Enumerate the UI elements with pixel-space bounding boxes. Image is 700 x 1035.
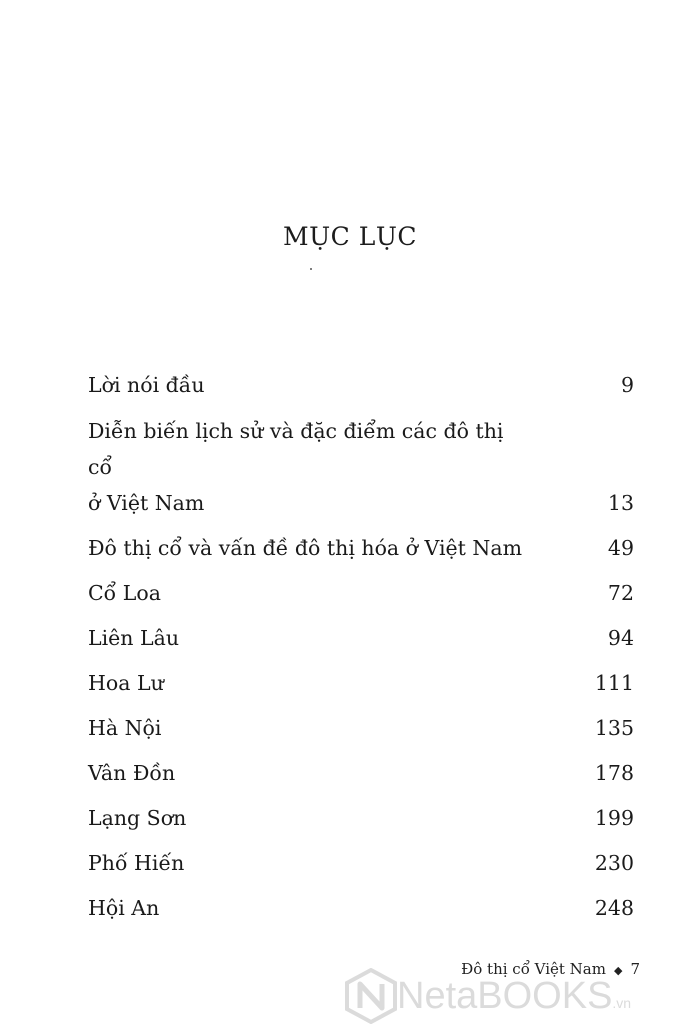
toc-entry-label: Cổ Loa — [88, 581, 161, 605]
toc-entry-label: Lời nói đầu — [88, 373, 205, 397]
toc-entry-page: 49 — [607, 536, 634, 560]
toc-entry-page: 111 — [594, 671, 634, 695]
toc-entry-page: 230 — [594, 851, 634, 875]
toc-entry[interactable] — [88, 367, 634, 403]
page-title: MỤC LỤC — [282, 222, 418, 251]
toc-entry[interactable] — [88, 710, 634, 746]
toc-entry[interactable] — [88, 755, 634, 791]
toc-entry-label: Diễn biến lịch sử và đặc điểm các đô thị cổ ở Việt Nam — [88, 419, 504, 515]
toc-entry-page: 199 — [594, 806, 634, 830]
toc-entry-label: Hoa Lư — [88, 671, 164, 695]
footer-page-number: 7 — [630, 960, 640, 978]
footer-separator-icon: ◆ — [613, 964, 623, 977]
netabooks-logo-icon — [345, 968, 397, 1024]
watermark — [345, 968, 631, 1024]
footer-book-title: Đô thị cổ Việt Nam — [461, 960, 606, 978]
toc-entry[interactable] — [88, 575, 634, 611]
toc-entry[interactable] — [88, 413, 634, 521]
toc-entry-label: Lạng Sơn — [88, 806, 187, 830]
toc-entry[interactable] — [88, 530, 634, 566]
toc-entry-label: Liên Lâu — [88, 626, 180, 650]
toc-entry-page: 135 — [594, 716, 634, 740]
toc-entry-label: Phố Hiến — [88, 851, 185, 875]
toc-entry[interactable] — [88, 620, 634, 656]
toc-entry-page: 72 — [607, 581, 634, 605]
toc-entry-page: 94 — [607, 626, 634, 650]
toc-entry[interactable] — [88, 845, 634, 881]
toc-entry-page: 13 — [607, 491, 634, 515]
toc-entry[interactable] — [88, 665, 634, 701]
table-of-contents — [88, 367, 634, 926]
watermark-suffix: .vn — [612, 994, 632, 1011]
watermark-brand: NetaBOOKS — [397, 974, 613, 1017]
toc-entry[interactable] — [88, 800, 634, 836]
toc-entry-page: 9 — [620, 373, 634, 397]
toc-entry-label: Đô thị cổ và vấn đề đô thị hóa ở Việt Nam — [88, 536, 523, 560]
toc-entry-page: 178 — [594, 761, 634, 785]
decorative-dot — [310, 268, 312, 270]
toc-entry-label: Hà Nội — [88, 716, 162, 740]
toc-entry-label: Vân Đồn — [88, 761, 176, 785]
watermark-text — [397, 975, 631, 1018]
toc-entry-page: 248 — [594, 896, 634, 920]
toc-entry[interactable] — [88, 890, 634, 926]
toc-entry-label: Hội An — [88, 896, 160, 920]
